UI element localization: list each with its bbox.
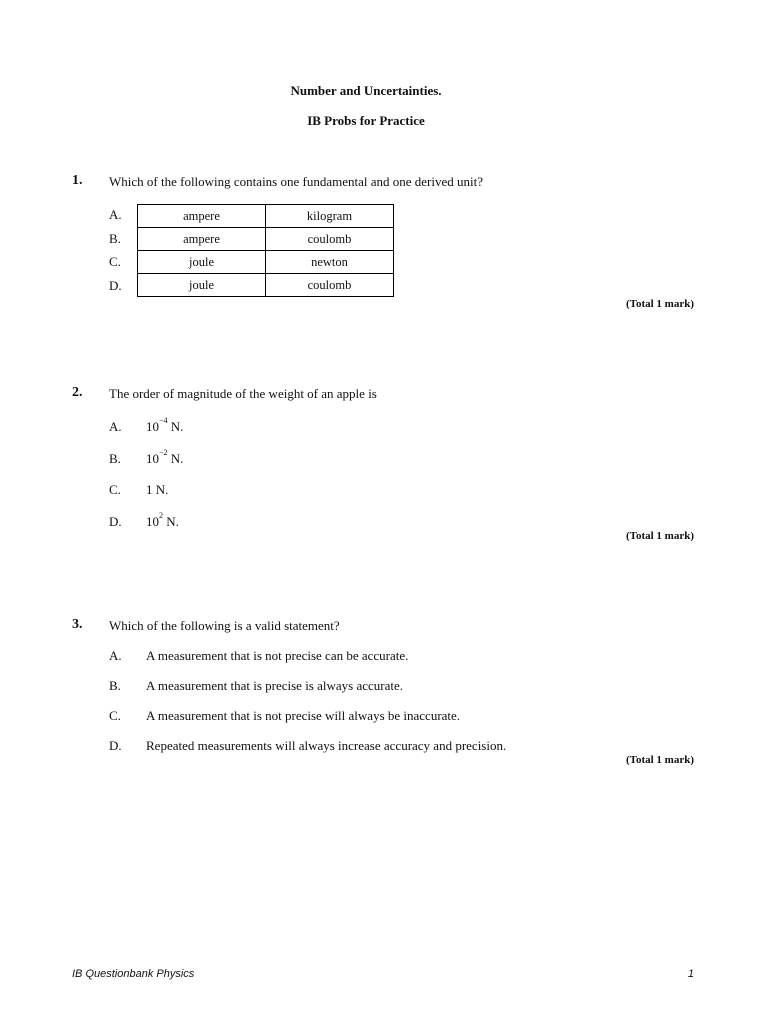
total-mark: (Total 1 mark) [625,530,694,542]
option-text: Repeated measurements will always increase accuracy and precision. [146,738,507,753]
option-letter: D. [109,738,122,753]
table-cell: coulomb [266,274,394,297]
page-title: Number and Uncertainties. [290,83,442,98]
option-letter: A. [109,207,122,222]
option-text: 1 N. [146,482,169,497]
option-letter: A. [109,648,122,663]
total-mark: (Total 1 mark) [625,754,694,766]
footer-source: IB Questionbank Physics [72,968,195,980]
question-number: 3. [72,617,83,632]
table-cell: coulomb [266,228,394,251]
table-cell: joule [138,251,266,274]
table-cell: ampere [138,228,266,251]
option-letter: B. [109,231,121,246]
table-row [138,274,394,297]
option-letter: D. [109,514,122,529]
table-cell: newton [266,251,394,274]
units-table [137,204,394,297]
option-letter: A. [109,419,122,434]
question-text: Which of the following contains one fundamental and one derived unit? [109,174,483,189]
table-row [138,205,394,228]
option-letter: C. [109,482,121,497]
table-cell: joule [138,274,266,297]
table-cell: ampere [138,205,266,228]
table-row [138,251,394,274]
option-text: $10^{-4}$ N. [146,416,184,434]
table-cell: kilogram [266,205,394,228]
option-text: A measurement that is precise is always accurate. [146,678,404,693]
option-letter: C. [109,708,121,723]
question-number: 1. [72,173,83,188]
question-text: Which of the following is a valid statement? [109,618,340,633]
question-number: 2. [72,385,83,400]
question-text: The order of magnitude of the weight of an apple is [109,386,377,401]
total-mark: (Total 1 mark) [625,298,694,310]
option-text: $10^{-2}$ N. [146,448,184,466]
option-text: A measurement that is not precise can be accurate. [146,648,409,663]
option-text: $10^2$ N. [146,511,179,529]
option-letter: B. [109,451,121,466]
page-number: 1 [687,968,694,980]
table-row [138,228,394,251]
option-text: A measurement that is not precise will always be inaccurate. [146,708,461,723]
page-subtitle: IB Probs for Practice [307,113,425,128]
option-letter: D. [109,278,122,293]
option-letter: C. [109,254,121,269]
option-letter: B. [109,678,121,693]
